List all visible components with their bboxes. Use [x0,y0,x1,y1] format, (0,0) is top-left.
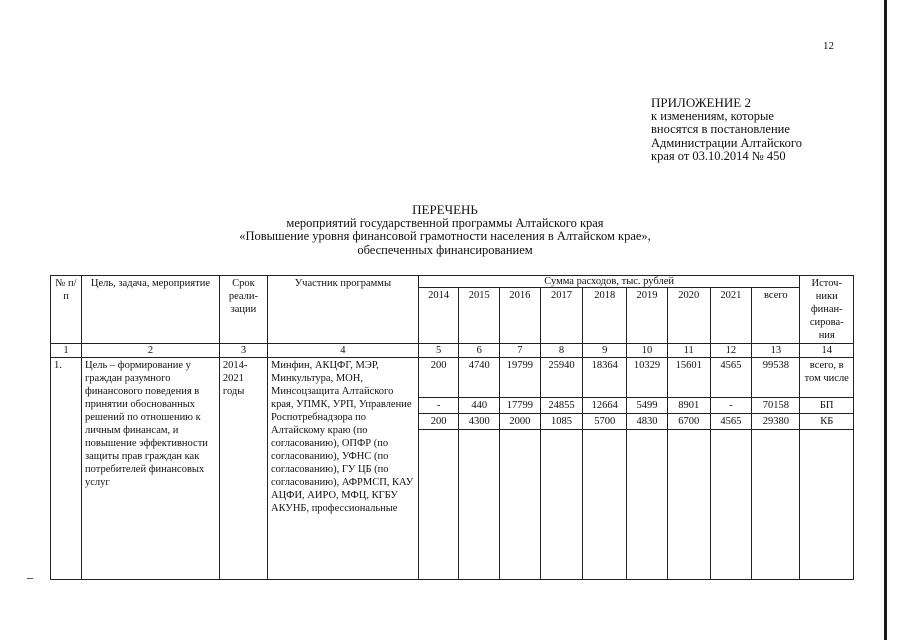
appendix-block [651,96,802,164]
empty-cell [583,430,627,580]
header-goal: Цель, задача, мероприятие [82,276,220,344]
value-cell: 5700 [583,414,627,430]
value-cell: 5499 [627,398,668,414]
column-numbers-row [51,344,854,358]
scan-mark [27,578,33,579]
value-cell: 1085 [540,414,583,430]
heading-line: мероприятий государственной программы Алтайского края [286,215,604,230]
header-year: 2014 [418,288,459,344]
value-cell: 4565 [710,414,752,430]
appendix-title: ПРИЛОЖЕНИЕ 2 [651,95,751,110]
header-participant: Участник программы [268,276,419,344]
column-number: 9 [583,344,627,358]
row-num: 1. [51,358,82,580]
value-cell: - [418,398,459,414]
empty-cell [752,430,800,580]
column-number: 13 [752,344,800,358]
value-cell: 12664 [583,398,627,414]
value-cell: 25940 [540,358,583,398]
empty-cell [418,430,459,580]
column-number: 1 [51,344,82,358]
empty-cell [540,430,583,580]
header-total: всего [752,288,800,344]
value-cell: 18364 [583,358,627,398]
empty-cell [800,430,854,580]
source-cell: БП [800,398,854,414]
column-number: 10 [627,344,668,358]
heading-title: ПЕРЕЧЕНЬ [412,202,478,217]
value-cell: 17799 [500,398,541,414]
source-cell: КБ [800,414,854,430]
value-cell: 19799 [500,358,541,398]
header-term: Срок реали-зации [219,276,267,344]
empty-cell [667,430,710,580]
page-number: 12 [823,40,834,52]
value-cell: - [710,398,752,414]
empty-cell [500,430,541,580]
column-number: 7 [500,344,541,358]
measures-table [50,275,854,580]
value-cell: 200 [418,358,459,398]
header-row [51,276,854,288]
appendix-line: вносятся в постановление [651,122,790,136]
header-year: 2015 [459,288,500,344]
column-number: 2 [82,344,220,358]
header-source: Источ-ники финан-сирова-ния [800,276,854,344]
scan-edge-shadow [884,0,887,640]
column-number: 4 [268,344,419,358]
heading-line: «Повышение уровня финансовой грамотности населения в Алтайском крае», [239,229,651,243]
value-cell: 4830 [627,414,668,430]
value-cell-total: 29380 [752,414,800,430]
appendix-line: края от 03.10.2014 № 450 [651,149,786,163]
value-cell: 4565 [710,358,752,398]
heading-line: обеспеченных финансированием [357,242,533,257]
document-heading [150,203,740,257]
row-participant: Минфин, АКЦФГ, МЭР, Минкультура, МОН, Минсоцзащита Алтайского края, УПМК, УРП, Управление Роспотребнадзора по Алтайскому краю (по согласованию), ОПФР (по согласованию), УФНС (по согласованию), ГУ ЦБ (по согласованию), АФРМСП, КАУ АЦФИ, АИРО, МФЦ, КГБУ АКУНБ, профессиональные [268,358,419,580]
column-number: 12 [710,344,752,358]
header-num: № п/п [51,276,82,344]
value-cell: 2000 [500,414,541,430]
appendix-line: к изменениям, которые [651,108,774,123]
appendix-line: Администрации Алтайского [651,135,802,150]
empty-cell [710,430,752,580]
value-cell: 440 [459,398,500,414]
header-year: 2016 [500,288,541,344]
header-sum: Сумма расходов, тыс. рублей [418,276,800,288]
header-year: 2020 [667,288,710,344]
column-number: 5 [418,344,459,358]
column-number: 14 [800,344,854,358]
value-cell: 10329 [627,358,668,398]
value-cell-total: 99538 [752,358,800,398]
header-year: 2018 [583,288,627,344]
column-number: 11 [667,344,710,358]
column-number: 8 [540,344,583,358]
header-year: 2017 [540,288,583,344]
source-cell: всего, в том числе [800,358,854,398]
column-number: 3 [219,344,267,358]
value-cell-total: 70158 [752,398,800,414]
value-cell: 8901 [667,398,710,414]
row-goal: Цель – формирование у граждан разумного финансового поведения в принятии обоснованных решений по отношению к личным финансам, и повышение эффективности защиты прав граждан как потребителей финансовых услуг [82,358,220,580]
column-number: 6 [459,344,500,358]
value-cell: 15601 [667,358,710,398]
empty-cell [627,430,668,580]
value-cell: 4740 [459,358,500,398]
header-year: 2019 [627,288,668,344]
row-term: 2014-2021 годы [219,358,267,580]
value-cell: 200 [418,414,459,430]
value-cell: 24855 [540,398,583,414]
value-cell: 4300 [459,414,500,430]
header-year: 2021 [710,288,752,344]
empty-cell [459,430,500,580]
value-cell: 6700 [667,414,710,430]
table-row [51,358,854,398]
